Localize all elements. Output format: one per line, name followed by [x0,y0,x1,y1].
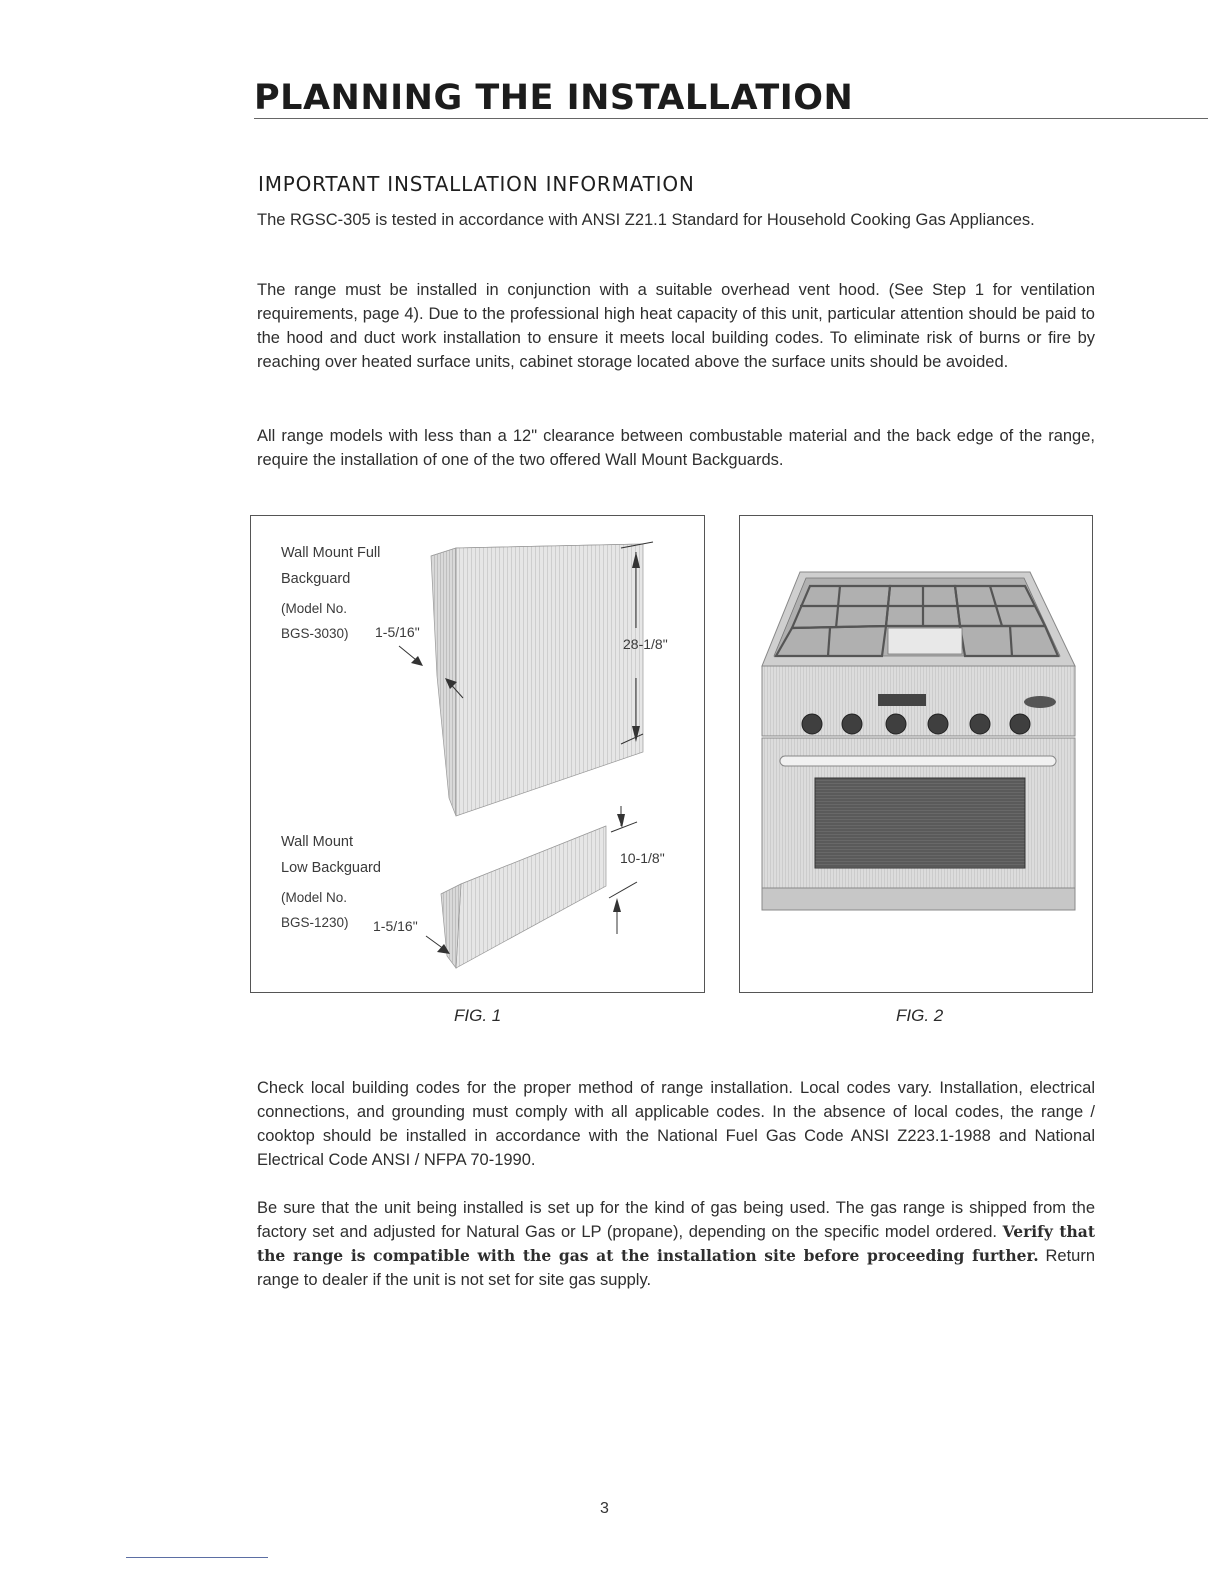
gas-type-warning: Verify that the range is compatible with the gas at the installation site before proceeding further. [257,1222,1095,1265]
full-backguard-panel [431,544,643,816]
low-backguard-depth: 1-5/16" [373,918,418,934]
paragraph-backguard: All range models with less than a 12" clearance between combustable material and the back edge of the range, require the installation of one of the two offered Wall Mount Backguards. [257,427,1095,469]
title-rule [254,118,1208,119]
figure-backguards [250,515,705,993]
gas-range-illustration [740,516,1094,994]
low-backguard-label-2: Low Backguard [281,860,381,876]
full-backguard-label-2: Backguard [281,571,351,587]
clock-display [878,694,926,706]
full-backguard-depth: 1-5/16" [375,624,420,640]
full-backguard-height: 28-1/8" [623,636,668,652]
page-number: 3 [600,1500,609,1517]
figure-range-photo [739,515,1093,993]
paragraph-vent-hood: The range must be installed in conjunction with a suitable overhead vent hood. (See Step 1 for ventilation requirements, page 4). Due to the professional high heat capacity of this unit, particular attention should be paid to the hood and duct work installation to ensure it meets local building codes. To eliminate risk of burns or fire by reaching over heated surface units, cabinet storage located above the surface units should be avoided. [257,281,1095,371]
full-backguard-model-number: BGS-3030) [281,626,349,641]
page-title: PLANNING THE INSTALLATION [254,78,854,118]
gas-type-return-text: Return range to dealer if the unit is not set for site gas supply. [257,1247,1096,1289]
oven-window [815,778,1025,868]
paragraph-gas-type [257,1196,1095,1292]
figure-1-caption: FIG. 1 [454,1006,502,1025]
bottom-rule [126,1557,268,1558]
griddle [888,628,962,654]
low-backguard-model-number: BGS-1230) [281,915,349,930]
brand-badge [1024,696,1056,708]
section-heading: IMPORTANT INSTALLATION INFORMATION [258,172,695,196]
paragraph-local-codes: Check local building codes for the proper method of range installation. Local codes vary. Installation, electrical connections, and grounding must comply with all applicable codes. In the absence of local codes, the range / cooktop should be installed in accordance with the National Fuel Gas Code ANSI Z223.1-1988 and National Electrical Code ANSI / NFPA 70-1990. [257,1079,1095,1169]
low-backguard-panel [441,826,606,968]
low-backguard-label: Wall Mount [281,834,353,850]
low-backguard-model-label: (Model No. [281,890,348,905]
low-backguard-height: 10-1/8" [620,850,665,866]
figure-2-caption: FIG. 2 [896,1006,944,1025]
full-backguard-label: Wall Mount Full [281,545,381,561]
full-backguard-model-label: (Model No. [281,601,348,616]
range-base [762,888,1075,910]
paragraph-ansi-standard: The RGSC-305 is tested in accordance with ANSI Z21.1 Standard for Household Cooking Gas Appliances. [257,211,1035,229]
gas-type-text: Be sure that the unit being installed is set up for the kind of gas being used. The gas range is shipped from the factory set and adjusted for Natural Gas or LP (propane), depending on the specific model ordered. [257,1199,1095,1241]
